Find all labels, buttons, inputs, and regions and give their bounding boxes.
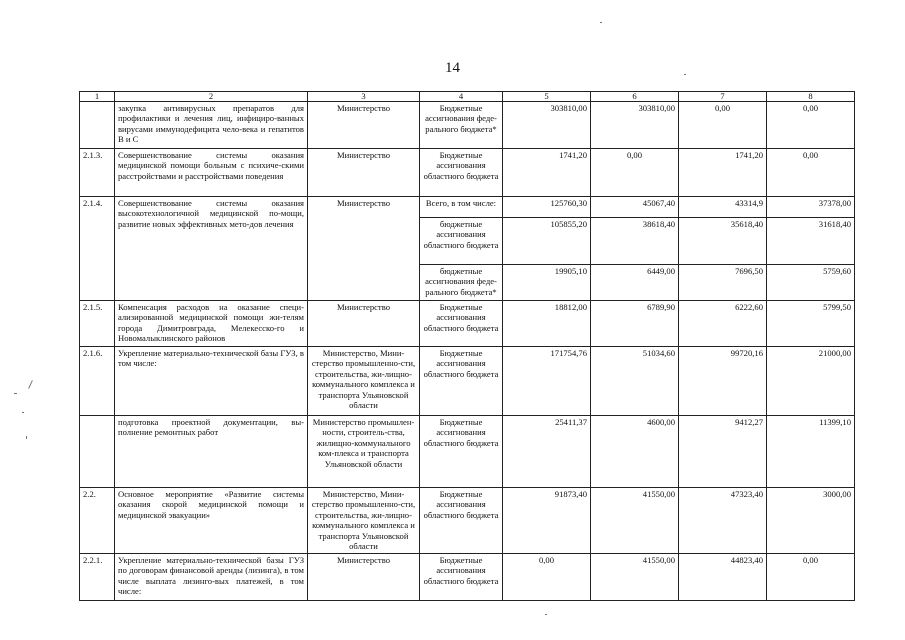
funding-source: Бюджетные ассигнования феде-рального бюджета* bbox=[420, 102, 503, 149]
value-col-8: 31618,40 bbox=[767, 218, 855, 265]
header-col-7: 7 bbox=[679, 92, 767, 102]
value-col-6: 6449,00 bbox=[591, 265, 679, 301]
measure-name: Основное мероприятие «Развитие системы оказания скорой медицинской помощи и медицинской эвакуации» bbox=[115, 488, 308, 554]
value-col-8: 0,00 bbox=[767, 102, 855, 149]
scan-speck bbox=[600, 22, 602, 23]
measure-name: закупка антивирусных препаратов для профилактики и лечения лиц, инфициро-ванных вирусами иммунодефицита чело-века и гепатитов В и С bbox=[115, 102, 308, 149]
value-col-6: 6789,90 bbox=[591, 301, 679, 347]
value-col-6: 0,00 bbox=[591, 149, 679, 197]
row-number: 2.1.3. bbox=[80, 149, 115, 197]
table-row bbox=[80, 149, 855, 197]
budget-table bbox=[79, 91, 855, 601]
value-col-5: 18812,00 bbox=[503, 301, 591, 347]
funding-source: Всего, в том числе: bbox=[420, 197, 503, 218]
header-col-2: 2 bbox=[115, 92, 308, 102]
value-col-8: 0,00 bbox=[767, 149, 855, 197]
funding-source: Бюджетные ассигнования областного бюджета bbox=[420, 416, 503, 488]
measure-name: Компенсация расходов на оказание специ-ализированной медицинской помощи жи-телям города Димитровграда, Мелекесско-го и Новомалыклинского районов bbox=[115, 301, 308, 347]
value-col-7: 9412,27 bbox=[679, 416, 767, 488]
value-col-8: 21000,00 bbox=[767, 347, 855, 416]
value-col-7: 35618,40 bbox=[679, 218, 767, 265]
value-col-7: 43314,9 bbox=[679, 197, 767, 218]
table-row bbox=[80, 301, 855, 347]
table-row bbox=[80, 197, 855, 218]
table-row bbox=[80, 554, 855, 601]
row-number bbox=[80, 102, 115, 149]
scan-speck bbox=[26, 436, 27, 439]
value-col-5: 91873,40 bbox=[503, 488, 591, 554]
value-col-7: 7696,50 bbox=[679, 265, 767, 301]
row-number: 2.2. bbox=[80, 488, 115, 554]
row-number: 2.2.1. bbox=[80, 554, 115, 601]
row-number bbox=[80, 416, 115, 488]
measure-name: Укрепление материально-технической базы ГУЗ по договорам финансовой аренды (лизинга), в том числе выплата лизинго-вых платежей, в том числе: bbox=[115, 554, 308, 601]
header-row bbox=[80, 92, 855, 102]
measure-name: Совершенствование системы оказания медицинской помощи больным с психиче-скими расстройствами и расстройствами поведения bbox=[115, 149, 308, 197]
table-row bbox=[80, 488, 855, 554]
funding-source: Бюджетные ассигнования областного бюджета bbox=[420, 554, 503, 601]
row-number: 2.1.6. bbox=[80, 347, 115, 416]
header-col-5: 5 bbox=[503, 92, 591, 102]
executor: Министерство, Мини-стерство промышленно-сти, строительства, жи-лищно-коммунального комплекса и транспорта Ульяновской области bbox=[308, 347, 420, 416]
header-col-1: 1 bbox=[80, 92, 115, 102]
scan-speck bbox=[684, 74, 686, 75]
measure-name: Укрепление материально-технической базы ГУЗ, в том числе: bbox=[115, 347, 308, 416]
row-number: 2.1.5. bbox=[80, 301, 115, 347]
header-col-8: 8 bbox=[767, 92, 855, 102]
value-col-5: 303810,00 bbox=[503, 102, 591, 149]
executor: Министерство bbox=[308, 197, 420, 301]
value-col-5: 0,00 bbox=[503, 554, 591, 601]
value-col-6: 41550,00 bbox=[591, 488, 679, 554]
value-col-5: 105855,20 bbox=[503, 218, 591, 265]
value-col-6: 41550,00 bbox=[591, 554, 679, 601]
value-col-7: 1741,20 bbox=[679, 149, 767, 197]
value-col-7: 99720,16 bbox=[679, 347, 767, 416]
value-col-5: 25411,37 bbox=[503, 416, 591, 488]
value-col-7: 6222,60 bbox=[679, 301, 767, 347]
funding-source: Бюджетные ассигнования областного бюджета bbox=[420, 488, 503, 554]
value-col-6: 4600,00 bbox=[591, 416, 679, 488]
value-col-5: 19905,10 bbox=[503, 265, 591, 301]
scan-speck bbox=[22, 412, 24, 413]
scan-speck bbox=[545, 614, 547, 615]
value-col-6: 38618,40 bbox=[591, 218, 679, 265]
value-col-8: 3000,00 bbox=[767, 488, 855, 554]
funding-source: бюджетные ассигнования феде-рального бюджета* bbox=[420, 265, 503, 301]
funding-source: Бюджетные ассигнования областного бюджета bbox=[420, 301, 503, 347]
scan-speck bbox=[14, 393, 17, 394]
executor: Министерство промышлен-ности, строитель-ства, жилищно-коммунального ком-плекса и транспорта Ульяновской области bbox=[308, 416, 420, 488]
value-col-5: 171754,76 bbox=[503, 347, 591, 416]
header-col-4: 4 bbox=[420, 92, 503, 102]
value-col-8: 37378,00 bbox=[767, 197, 855, 218]
executor: Министерство bbox=[308, 554, 420, 601]
funding-source: Бюджетные ассигнования областного бюджета bbox=[420, 347, 503, 416]
value-col-6: 51034,60 bbox=[591, 347, 679, 416]
value-col-6: 303810,00 bbox=[591, 102, 679, 149]
executor: Министерство bbox=[308, 102, 420, 149]
value-col-8: 11399,10 bbox=[767, 416, 855, 488]
value-col-5: 125760,30 bbox=[503, 197, 591, 218]
value-col-7: 0,00 bbox=[679, 102, 767, 149]
measure-name: подготовка проектной документации, вы-полнение ремонтных работ bbox=[115, 416, 308, 488]
funding-source: Бюджетные ассигнования областного бюджета bbox=[420, 149, 503, 197]
value-col-7: 44823,40 bbox=[679, 554, 767, 601]
header-col-3: 3 bbox=[308, 92, 420, 102]
value-col-5: 1741,20 bbox=[503, 149, 591, 197]
funding-source: бюджетные ассигнования областного бюджета bbox=[420, 218, 503, 265]
value-col-8: 5799,50 bbox=[767, 301, 855, 347]
value-col-8: 5759,60 bbox=[767, 265, 855, 301]
executor: Министерство, Мини-стерство промышленно-сти, строительства, жи-лищно-коммунального комплекса и транспорта Ульяновской области bbox=[308, 488, 420, 554]
value-col-7: 47323,40 bbox=[679, 488, 767, 554]
measure-name: Совершенствование системы оказания высокотехнологичной медицинской по-мощи, развитие новых эффективных мето-дов лечения bbox=[115, 197, 308, 301]
scan-speck bbox=[28, 380, 33, 389]
header-col-6: 6 bbox=[591, 92, 679, 102]
table-row bbox=[80, 102, 855, 149]
executor: Министерство bbox=[308, 149, 420, 197]
table-row bbox=[80, 347, 855, 416]
value-col-6: 45067,40 bbox=[591, 197, 679, 218]
page-number: 14 bbox=[445, 60, 460, 76]
executor: Министерство bbox=[308, 301, 420, 347]
row-number: 2.1.4. bbox=[80, 197, 115, 301]
table-row bbox=[80, 416, 855, 488]
value-col-8: 0,00 bbox=[767, 554, 855, 601]
